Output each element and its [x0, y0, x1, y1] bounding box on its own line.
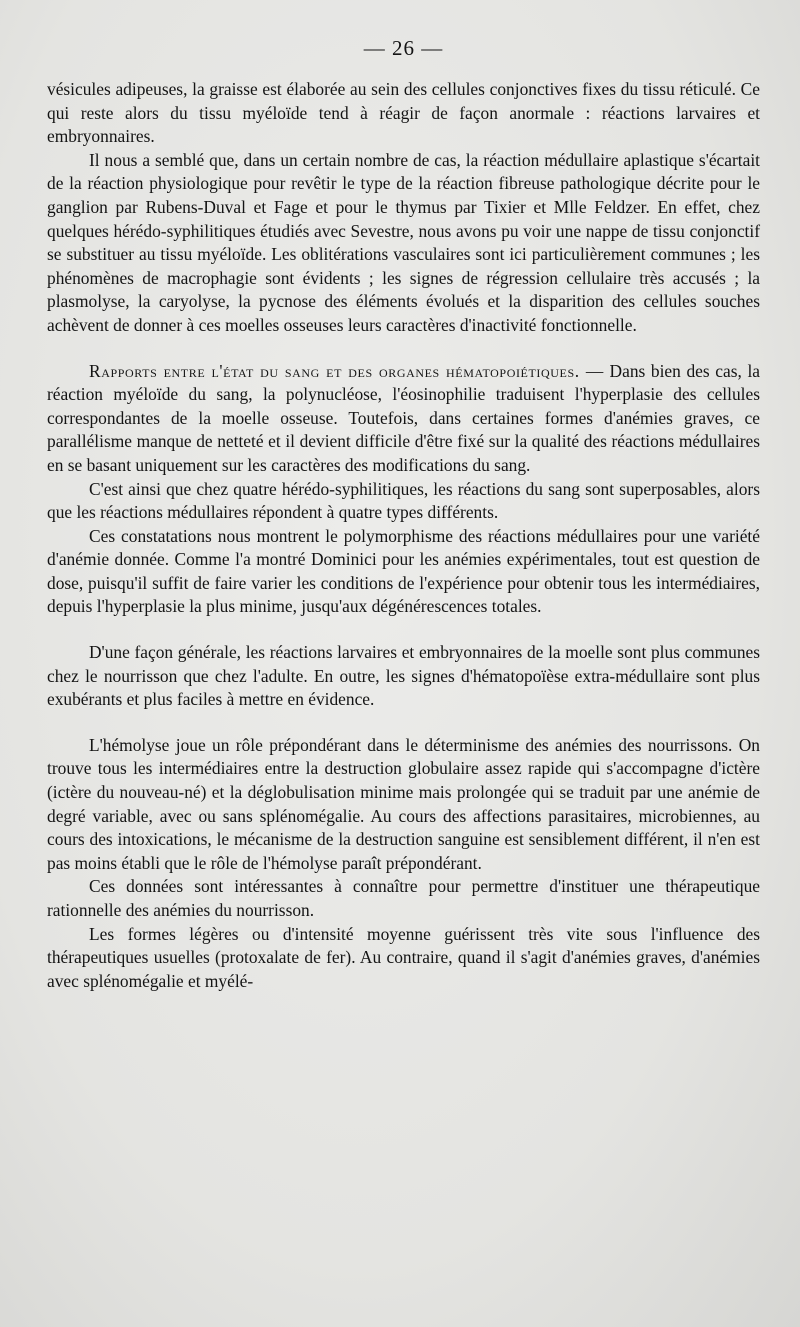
- paragraph-hemolysis: L'hémolyse joue un rôle prépondérant dans le déterminisme des anémies des nourrissons. On trouve tous les intermédiaires entre la destruction globulaire assez rapide qui s'accompagne d'ictère (ictère du nouveau-né) et la déglobulisation minime mais prolongée qui se traduit par une anémie de degré variable, avec ou sans splénomégalie. Au cours des affections parasitaires, microbiennes, au cours des intoxications, le mécanisme de la destruction sanguine est sensiblement différent, il n'en est pas moins établi que le rôle de l'hémolyse paraît prépondérant.: [47, 734, 760, 873]
- paragraph-therapeutics: Ces données sont intéressantes à connaître pour permettre d'instituer une thérapeutique rationnelle des anémies du nourrisson.: [47, 876, 760, 920]
- paragraph-continued: vésicules adipeuses, la graisse est élaborée au sein des cellules conjonctives fixes du tissu réticulé. Ce qui reste alors du tissu myéloïde tend à réagir de façon anormale : réactions larvaires et embryonnaires.: [47, 79, 760, 147]
- paragraph-aplastic-reaction: Il nous a semblé que, dans un certain nombre de cas, la réaction médullaire aplastique s'écartait de la réaction physiologique pour revêtir le type de la réaction fibreuse pathologique décrite pour le ganglion par Rubens-Duval et Fage et pour le thymus par Tixier et Mlle Feldzer. En effet, chez quelques hérédo-syphilitiques étudiés avec Sevestre, nous avons pu voir une nappe de tissu conjonctif se substituer au tissu myéloïde. Les oblitérations vasculaires sont ici particulièrement communes ; les phénomènes de macrophagie sont évidents ; les signes de régression cellulaire très accusés ; la plasmolyse, la caryolyse, la pycnose des éléments évolués et la disparition des cellules souches achèvent de donner à ces moelles osseuses leurs caractères d'inactivité fonctionnelle.: [47, 149, 760, 335]
- page-number: — 26 —: [363, 36, 444, 60]
- paragraph-polymorphism: Ces constatations nous montrent le polymorphisme des réactions médullaires pour une variété d'anémie donnée. Comme l'a montré Dominici pour les anémies expérimentales, tout est question de dose, puisqu'il suffit de faire varier les conditions de l'expérience pour obtenir tous les intermédiaires, depuis l'hyperplasie la plus minime, jusqu'aux dégénérescences totales.: [47, 525, 760, 617]
- section-heading: Rapports entre l'état du sang et des organes hématopoiétiques. —: [89, 360, 604, 381]
- section-body: Dans bien des cas, la réaction myéloïde du sang, la polynucléose, l'éosinophilie traduisent l'hyperplasie des cellules correspondantes de la moelle osseuse. Toutefois, dans certaines formes d'anémies graves, ce parallélisme manque de netteté et il devient difficile d'être fixé sur la qualité des réactions médullaires en se basant uniquement sur les caractères des modifications du sang.: [47, 360, 761, 475]
- paragraph-heredo-syphilitic: C'est ainsi que chez quatre hérédo-syphilitiques, les réactions du sang sont superposables, alors que les réactions médullaires répondent à quatre types différents.: [47, 478, 760, 523]
- section-paragraph: [47, 360, 760, 478]
- paragraph-general: D'une façon générale, les réactions larvaires et embryonnaires de la moelle sont plus communes chez le nourrisson que chez l'adulte. En outre, les signes d'hématopoïèse extra-médullaire sont plus exubérants et plus faciles à mettre en évidence.: [47, 642, 760, 710]
- paragraph-forms: Les formes légères ou d'intensité moyenne guérissent très vite sous l'influence des thérapeutiques usuelles (protoxalate de fer). Au contraire, quand il s'agit d'anémies graves, d'anémies avec splénomégalie et myélé-: [47, 923, 760, 991]
